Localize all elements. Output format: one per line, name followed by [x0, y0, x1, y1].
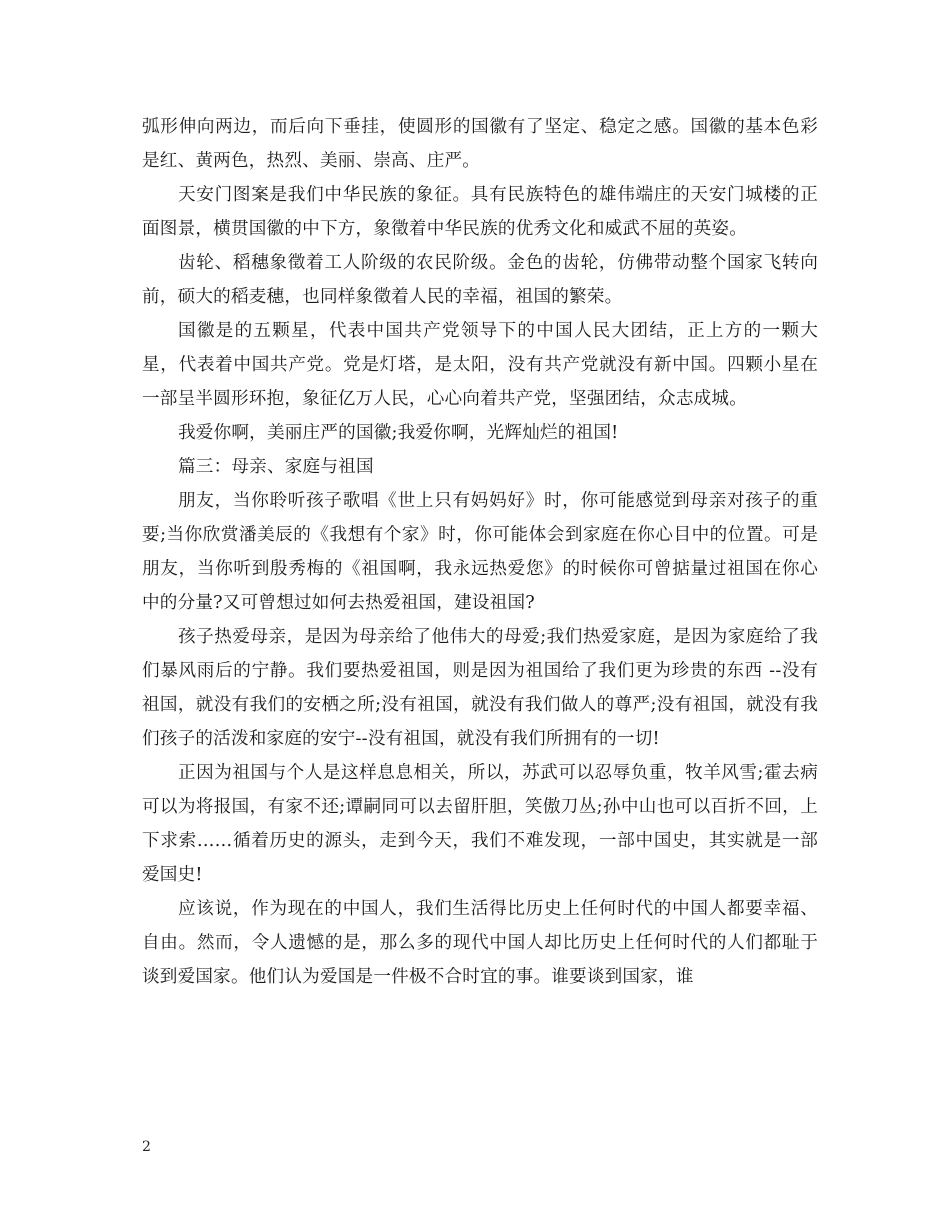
- section-heading: 篇三：母亲、家庭与祖国: [178, 457, 374, 477]
- paragraph-5: 我爱你啊，美丽庄严的国徽;我爱你啊，光辉灿烂的祖国!: [178, 423, 619, 443]
- paragraph-7: 孩子热爱母亲，是因为母亲给了他伟大的母爱;我们热爱家庭，是因为家庭给了我们暴风雨后的宁静。我们要热爱祖国，则是因为祖国给了我们更为珍贵的东西 --没有祖国，就没有我们的安栖之所;没有祖国，就没有我们做人的尊严;没有祖国，就没有我们孩子的活泼和家庭的安宁--没有祖国，就没有我们所拥有的一切!: [142, 627, 818, 749]
- paragraph-4: 国徽是的五颗星，代表中国共产党领导下的中国人民大团结，正上方的一颗大星，代表着中国共产党。党是灯塔，是太阳，没有共产党就没有新中国。四颗小星在一部呈半圆形环抱，象征亿万人民，心心向着共产党，坚强团结，众志成城。: [142, 321, 818, 409]
- paragraph-9: 应该说，作为现在的中国人，我们生活得比历史上任何时代的中国人都要幸福、自由。然而，令人遗憾的是，那么多的现代中国人却比历史上任何时代的人们都耻于谈到爱国家。他们认为爱国是一件极不合时宜的事。谁要谈到国家，谁: [142, 899, 818, 987]
- page-number: 2: [142, 1139, 151, 1155]
- document-body: [142, 110, 818, 994]
- paragraph-2: 天安门图案是我们中华民族的象征。具有民族特色的雄伟端庄的天安门城楼的正面图景，横贯国徽的中下方，象徵着中华民族的优秀文化和威武不屈的英姿。: [142, 185, 818, 239]
- paragraph-1: 弧形伸向两边，而后向下垂挂，使圆形的国徽有了坚定、稳定之感。国徽的基本色彩是红、黄两色，热烈、美丽、崇高、庄严。: [142, 117, 818, 171]
- paragraph-6: 朋友，当你聆听孩子歌唱《世上只有妈妈好》时，你可能感觉到母亲对孩子的重要;当你欣赏潘美辰的《我想有个家》时，你可能体会到家庭在你心目中的位置。可是朋友，当你听到殷秀梅的《祖国啊，我永远热爱您》的时候你可曾掂量过祖国在你心中的分量?又可曾想过如何去热爱祖国，建设祖国?: [142, 491, 818, 613]
- paragraph-3: 齿轮、稻穗象徵着工人阶级的农民阶级。金色的齿轮，仿佛带动整个国家飞转向前，硕大的稻麦穗，也同样象徵着人民的幸福，祖国的繁荣。: [142, 253, 818, 307]
- paragraph-8: 正因为祖国与个人是这样息息相关，所以，苏武可以忍辱负重，牧羊风雪;霍去病可以为将报国，有家不还;谭嗣同可以去留肝胆，笑傲刀丛;孙中山也可以百折不回，上下求索……循着历史的源头，走到今天，我们不难发现，一部中国史，其实就是一部爱国史!: [142, 763, 818, 885]
